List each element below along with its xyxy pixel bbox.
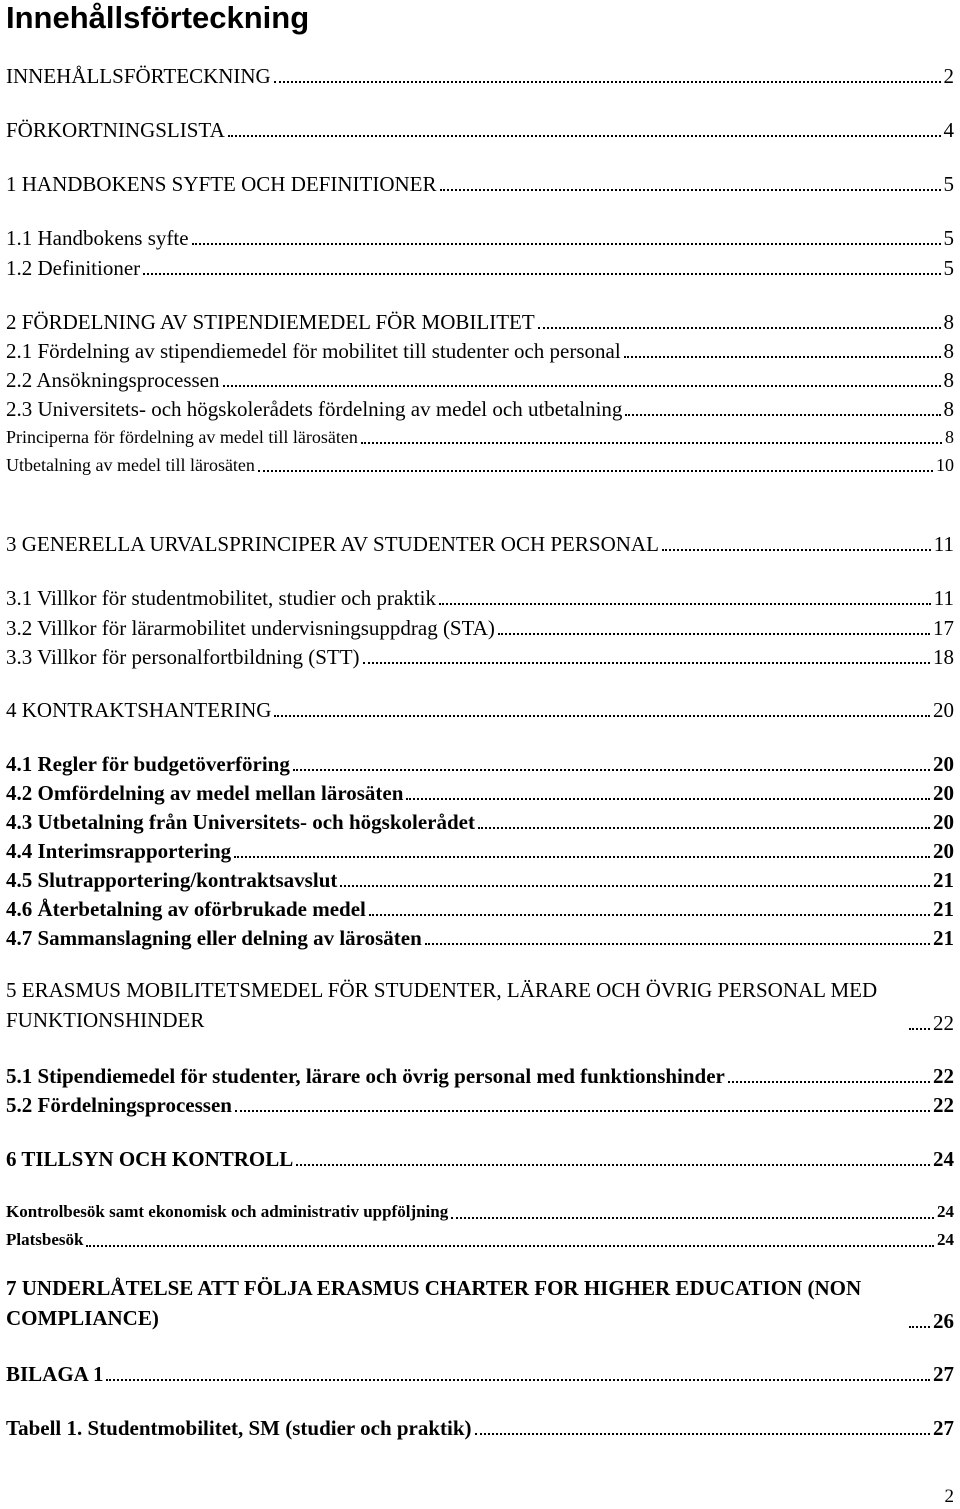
toc-entry-page: 22 [933,1093,954,1117]
dot-leader [293,769,930,771]
toc-entry-label: Principerna för fördelning av medel till lärosäten [6,427,358,447]
toc-entry[interactable] [6,60,954,88]
toc-entry-page: 24 [937,1202,954,1221]
toc-entry-page: 21 [933,926,954,950]
toc-entry-label: 2.3 Universitets- och högskolerådets fördelning av medel och utbetalning [6,397,623,421]
toc-entry-label: 4.6 Återbetalning av oförbrukade medel [6,897,366,921]
toc-entry[interactable] [6,1358,954,1386]
toc-entry[interactable] [6,421,954,449]
dot-leader [106,1379,930,1381]
toc-entry-page: 2 [943,64,954,88]
toc-entry-label: INNEHÅLLSFÖRTECKNING [6,64,271,88]
dot-leader [235,1110,930,1112]
dot-leader [361,442,942,444]
toc-entry[interactable] [6,864,954,892]
toc-entry[interactable] [6,777,954,805]
toc-entry-label: 5 ERASMUS MOBILITETSMEDEL FÖR STUDENTER, LÄRARE OCH ÖVRIG PERSONAL MED FUNKTIONSHINDER [6,978,878,1032]
toc-entry-page: 5 [943,226,954,250]
toc-entry-page: 20 [933,810,954,834]
toc-entry-page: 8 [943,310,954,334]
toc-entry[interactable] [6,612,954,640]
toc-entry-page: 22 [933,1011,954,1035]
toc-entry-page: 18 [933,645,954,669]
toc-entry-label: 4 KONTRAKTSHANTERING [6,698,272,722]
dot-leader [440,189,941,191]
toc-entry-page: 17 [933,616,954,640]
toc-entry-label: 3.1 Villkor för studentmobilitet, studier och praktik [6,586,436,610]
dot-leader [223,385,941,387]
toc-entry-label: 2.2 Ansökningsprocessen [6,368,220,392]
toc-entry[interactable] [6,1273,954,1333]
toc-entry[interactable] [6,975,954,1035]
toc-entry[interactable] [6,641,954,669]
dot-leader [662,549,931,551]
dot-leader [274,81,941,83]
toc-entry[interactable] [6,393,954,421]
toc-entry[interactable] [6,168,954,196]
toc-entry-label: Tabell 1. Studentmobilitet, SM (studier och praktik) [6,1416,472,1440]
toc-entry[interactable] [6,922,954,950]
dot-leader [625,414,940,416]
toc-entry[interactable] [6,893,954,921]
toc-entry-label: 4.5 Slutrapportering/kontraktsavslut [6,868,338,892]
toc-entry-label: 6 TILLSYN OCH KONTROLL [6,1147,294,1171]
toc-entry-label: 4.7 Sammanslagning eller delning av lärosäten [6,926,422,950]
toc-entry-label: 7 UNDERLÅTELSE ATT FÖLJA ERASMUS CHARTER FOR HIGHER EDUCATION (NON COMPLIANCE) [6,1276,862,1330]
dot-leader [363,662,930,664]
toc-entry-page: 20 [933,781,954,805]
toc-entry-page: 24 [933,1147,954,1171]
page-title: Innehållsförteckning [6,0,310,35]
toc-entry-page: 8 [943,368,954,392]
toc-entry[interactable] [6,582,954,610]
toc-entry-page: 20 [933,698,954,722]
toc-entry-label: Platsbesök [6,1230,84,1249]
toc-entry-label: 3.2 Villkor för lärarmobilitet undervisningsuppdrag (STA) [6,616,495,640]
toc-entry-label: FÖRKORTNINGSLISTA [6,118,225,142]
dot-leader [274,715,930,717]
dot-leader [439,603,931,605]
toc-entry[interactable] [6,1412,954,1440]
toc-entry-page: 21 [933,868,954,892]
toc-entry[interactable] [6,835,954,863]
toc-entry-label: 4.2 Omfördelning av medel mellan lärosäten [6,781,404,805]
dot-leader [624,356,941,358]
toc-entry-label: 4.1 Regler för budgetöverföring [6,752,290,776]
toc-entry-page: 24 [937,1230,954,1249]
toc-entry[interactable] [6,449,954,477]
dot-leader [478,827,930,829]
toc-entry[interactable] [6,222,954,250]
dot-leader [296,1164,930,1166]
dot-leader [475,1433,930,1435]
toc-entry-page: 11 [933,586,954,610]
toc-entry-label: 4.3 Utbetalning från Universitets- och högskolerådet [6,810,475,834]
toc-entry-label: 4.4 Interimsrapportering [6,839,232,863]
toc-entry-page: 21 [933,897,954,921]
toc-entry[interactable] [6,1089,954,1117]
toc-entry-page: 27 [933,1416,954,1440]
toc-entry[interactable] [6,252,954,280]
dot-leader [425,943,930,945]
toc-entry-label: Utbetalning av medel till lärosäten [6,455,255,475]
toc-entry[interactable] [6,1060,954,1088]
dot-leader [498,633,930,635]
toc-entry[interactable] [6,1196,954,1224]
toc-entry[interactable] [6,335,954,363]
dot-leader [192,243,941,245]
toc-entry[interactable] [6,528,954,556]
toc-entry[interactable] [6,364,954,392]
dot-leader [258,470,933,472]
toc-entry-label: 2 FÖRDELNING AV STIPENDIEMEDEL FÖR MOBILITET [6,310,535,334]
toc-entry-label: 5.2 Fördelningsprocessen [6,1093,232,1117]
toc-entry-label: 1.2 Definitioner [6,256,141,280]
toc-entry-label: 1 HANDBOKENS SYFTE OCH DEFINITIONER [6,172,437,196]
toc-entry[interactable] [6,1143,954,1171]
dot-leader [451,1217,934,1219]
toc-entry[interactable] [6,748,954,776]
toc-entry-page: 8 [943,397,954,421]
toc-entry[interactable] [6,1224,954,1252]
toc-entry[interactable] [6,806,954,834]
toc-entry-page: 4 [943,118,954,142]
toc-entry-page: 11 [933,532,954,556]
dot-leader [909,1028,930,1030]
dot-leader [728,1081,930,1083]
toc-entry-page: 5 [943,256,954,280]
toc-entry-page: 20 [933,752,954,776]
toc-entry-page: 8 [945,427,954,447]
toc-entry-label: 1.1 Handbokens syfte [6,226,189,250]
toc-entry-page: 26 [933,1309,954,1333]
toc-entry-page: 20 [933,839,954,863]
toc-entry-label: 3 GENERELLA URVALSPRINCIPER AV STUDENTER OCH PERSONAL [6,532,659,556]
toc-entry-label: 5.1 Stipendiemedel för studenter, lärare och övrig personal med funktionshinder [6,1064,725,1088]
toc-entry-label: Kontrolbesök samt ekonomisk och administrativ uppföljning [6,1202,449,1221]
toc-entry[interactable] [6,694,954,722]
toc-entry-page: 22 [933,1064,954,1088]
toc-entry-label: 3.3 Villkor för personalfortbildning (STT) [6,645,360,669]
dot-leader [86,1245,934,1247]
dot-leader [228,135,941,137]
toc-entry-page: 27 [933,1362,954,1386]
dot-leader [909,1326,930,1328]
dot-leader [143,273,940,275]
toc-entry-label: BILAGA 1 [6,1362,104,1386]
toc-entry-label: 2.1 Fördelning av stipendiemedel för mobilitet till studenter och personal [6,339,621,363]
dot-leader [538,327,941,329]
toc-entry-page: 8 [943,339,954,363]
toc-entry-page: 5 [943,172,954,196]
dot-leader [234,856,930,858]
toc-entry[interactable] [6,306,954,334]
dot-leader [369,914,930,916]
toc-entry-page: 10 [936,455,954,475]
toc-entry[interactable] [6,114,954,142]
page-number: 2 [944,1486,954,1507]
dot-leader [406,798,930,800]
dot-leader [340,885,930,887]
